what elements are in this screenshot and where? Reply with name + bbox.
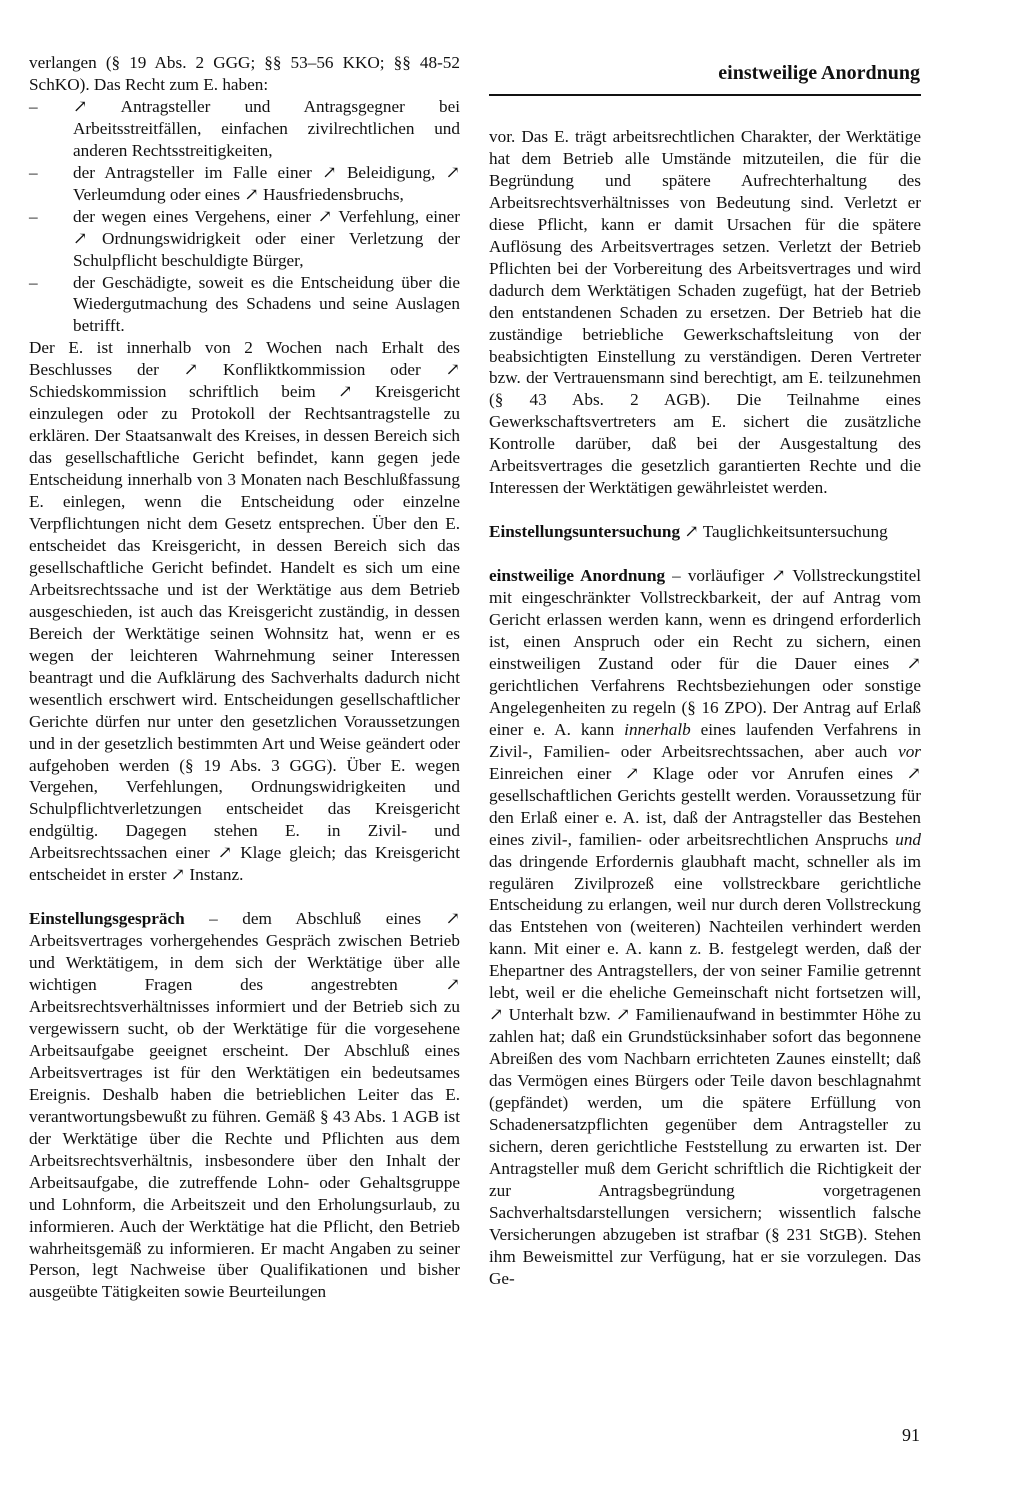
entry-text: – dem Abschluß eines ↗ Arbeitsvertrages vorhergehendes Gespräch zwischen Betrieb und Werktätigem, in dem sich der Werktätige über alle wichtigen Fragen des angestrebten ↗ Arbeitsrechtsverhältnisses informiert und der Betrieb sich zu vergewissern sucht, ob der Werktätige für die vorgesehene Arbeitsaufgabe geeignet erscheint. Der Abschluß eines Arbeitsvertrages ist für den Werktätigen ein bedeutsames Ereignis. Deshalb haben die betrieblichen Leiter das E. verantwortungsbewußt zu führen. Gemäß § 43 Abs. 1 AGB ist der Werktätige über die Rechte und Pflichten aus dem Arbeitsrechtsverhältnis, insbesondere über den Inhalt der Arbeitsaufgabe, die zutreffende Lohn- oder Gehaltsgruppe und Lohnform, die Arbeitszeit und den Erholungsurlaub, zu informieren. Auch der Werktätige hat die Pflicht, den Betrieb wahrheitsgemäß zu informieren. Er macht Angaben zu seiner Person, legt Nachweise über Qualifikationen und bisher ausgeübte Tätigkeiten sowie Beurteilungen xyxy=(29,909,460,1302)
entry-text: das dringende Erfordernis glaubhaft macht, schneller als im regulären Zivilprozeß eine vollstreckbare gerichtliche Entscheidung zu erlangen, weil nur durch deren Vollstreckung das Entstehen von (weiteren) Nachteilen verhindert werden kann. Mit einer e. A. kann z. B. festgelegt werden, daß der Ehepartner des Antragstellers, der von seiner Familie getrennt lebt, weil er die eheliche Gemeinschaft nicht fortsetzen will, ↗ Unterhalt bzw. ↗ Familienaufwand in bestimmter Höhe zu zahlen hat; daß ein Grundstücksinhaber sofort das begonnene Abreißen des vom Nachbarn errichteten Zaunes einstellt; daß das Vermögen eines Bürgers oder Teile davon beschlagnahmt (gepfändet) werden, um die spätere Erfüllung von Schadenersatzpflichten gegenüber dem Antragsteller zu sichern, deren gerichtliche Feststellung zu erwarten ist. Der Antragsteller muß dem Gericht schriftlich die Richtigkeit der zur Antragsbegründung vorgetragenen Sachverhaltsdarstellungen versichern; wissentlich falsche Versicherungen abzugeben ist strafbar (§ 231 StGB). Stehen ihm Beweismittel zur Verfügung, hat er sie vorzulegen. Das Ge- xyxy=(489,851,921,1288)
list-item: – der Antragsteller im Falle einer ↗ Beleidigung, ↗ Verleumdung oder eines ↗ Hausfriedensbruchs, xyxy=(29,162,460,206)
entry-headword: Einstellungsuntersuchung xyxy=(489,522,681,542)
entry-einstellungsuntersuchung xyxy=(489,521,921,543)
emphasis: vor xyxy=(898,741,921,761)
entry-text: eines laufenden Verfahrens in Zivil-, Familien- oder Arbeitsrechtssachen, aber auch xyxy=(489,719,921,761)
entry-text: – vorläufiger ↗ Vollstreckungstitel mit eingeschränkter Vollstreckbarkeit, der auf Antrag vom Gericht erlassen werden kann, wenn es dringend erforderlich ist, einen Anspruch oder ein Recht zu sichern, einen einstweiligen Zustand oder für die Dauer eines ↗ gerichtlichen Verfahrens Rechtsbeziehungen oder sonstige Angelegenheiten zu regeln (§ 16 ZPO). Der Antrag auf Erlaß einer e. A. kann xyxy=(489,566,921,739)
body-paragraph: Der E. ist innerhalb von 2 Wochen nach Erhalt des Beschlusses der ↗ Konfliktkommission oder ↗ Schiedskommission schriftlich beim ↗ Kreisgericht einzulegen oder zu Protokoll der Rechtsantragstelle zu erklären. Der Staatsanwalt des Kreises, in dessen Bereich sich das gesellschaftliche Gericht befindet, kann gegen jede Entscheidung innerhalb von 3 Monaten nach Beschlußfassung E. einlegen, wenn die Entscheidung oder einzelne Verpflichtungen nicht dem Gesetz entsprechen. Über den E. entscheidet das Kreisgericht, in dessen Bereich sich das gesellschaftliche Gericht befindet. Handelt es sich um eine Arbeitsrechtssache und ist der Werktätige aus dem Betrieb ausgeschieden, ist auch das Kreisgericht zuständig, in dessen Bereich der Werktätige seinen Wohnsitz hat, wenn er es wegen der leichteren Wahrnehmung seiner Interessen beantragt und die Aufklärung des Sachverhalts dadurch nicht wesentlich erschwert wird. Entscheidungen gesellschaftlicher Gerichte dürfen nur unter den gesetzlichen Voraussetzungen und in der gesetzlich bestimmten Art und Weise geändert oder aufgehoben werden (§ 19 Abs. 3 GGG). Über E. wegen Vergehen, Verfehlungen, Ordnungswidrigkeiten und Schulpflichtverletzungen entscheidet das Kreisgericht endgültig. Dagegen stehen E. in Zivil- und Arbeitsrechtssachen einer ↗ Klage gleich; das Kreisgericht entscheidet in erster ↗ Instanz. xyxy=(29,338,460,885)
list-item: – der wegen eines Vergehens, einer ↗ Verfehlung, einer ↗ Ordnungswidrigkeit oder einer Verletzung der Schulpflicht beschuldigte Bürger, xyxy=(29,206,460,272)
page-number: 91 xyxy=(902,1425,920,1445)
emphasis: und xyxy=(895,829,921,849)
list-item: – ↗ Antragsteller und Antragsgegner bei Arbeitsstreitfällen, einfachen zivilrechtlichen und anderen Rechtsstreitigkeiten, xyxy=(29,96,460,162)
header-rule xyxy=(489,94,921,96)
entry-headword: Einstellungsgespräch xyxy=(29,909,185,929)
entitled-persons-list xyxy=(29,96,460,337)
left-column xyxy=(29,52,460,1303)
entry-spacer xyxy=(29,886,460,908)
continuation-paragraph: vor. Das E. trägt arbeitsrechtlichen Charakter, der Werktätige hat dem Betrieb alle Umstände mitzuteilen, die für die Begründung und spätere Aufrechterhaltung des Arbeitsrechtsverhältnisses von Bedeutung sind. Verletzt er diese Pflicht, kann er damit Ursachen für die spätere Auflösung des Arbeitsvertrages setzen. Verletzt der Betrieb Pflichten bei der Vorbereitung des Arbeitsvertrages und wird dadurch dem Werktätigen Schaden zugefügt, hat der Betrieb den entstandenen Schaden zu ersetzen. Der Betrieb hat die zuständige betriebliche Gewerkschaftsleitung von der beabsichtigten Einstellung zu verständigen. Deren Vertreter bzw. der Vertrauensmann sind berechtigt, am E. teilzunehmen (§ 43 Abs. 2 AGB). Die Teilnahme eines Gewerkschaftsvertreters am E. sichert die zusätzliche Kontrolle darüber, daß bei der Ausgestaltung des Arbeitsvertrages die gesetzlich garantierten Rechte und die Interessen der Werktätigen gewährleistet werden. xyxy=(489,127,921,498)
right-column xyxy=(489,126,921,1290)
list-item: – der Geschädigte, soweit es die Entscheidung über die Wiedergutmachung des Schadens und seine Auslagen betrifft. xyxy=(29,272,460,338)
entry-text: Einreichen einer ↗ Klage oder vor Anrufen eines ↗ gesellschaftlichen Gerichts gestellt werden. Voraussetzung für den Erlaß einer e. A. ist, daß der Antragsteller das Bestehen eines zivil-, familien- oder arbeitsrechtlichen Anspruchs xyxy=(489,763,921,849)
running-head: einstweilige Anordnung xyxy=(718,62,920,84)
entry-spacer xyxy=(489,543,921,565)
entry-spacer xyxy=(489,499,921,521)
entry-text: ↗ Tauglichkeitsuntersuchung xyxy=(680,522,888,542)
entry-einstweilige-anordnung xyxy=(489,565,921,1289)
emphasis: innerhalb xyxy=(624,719,691,739)
entry-einstellungsgespraech xyxy=(29,908,460,1303)
entry-headword: einstweilige Anordnung xyxy=(489,566,666,586)
intro-paragraph: verlangen (§ 19 Abs. 2 GGG; §§ 53–56 KKO; §§ 48-52 SchKO). Das Recht zum E. haben: xyxy=(29,53,460,94)
